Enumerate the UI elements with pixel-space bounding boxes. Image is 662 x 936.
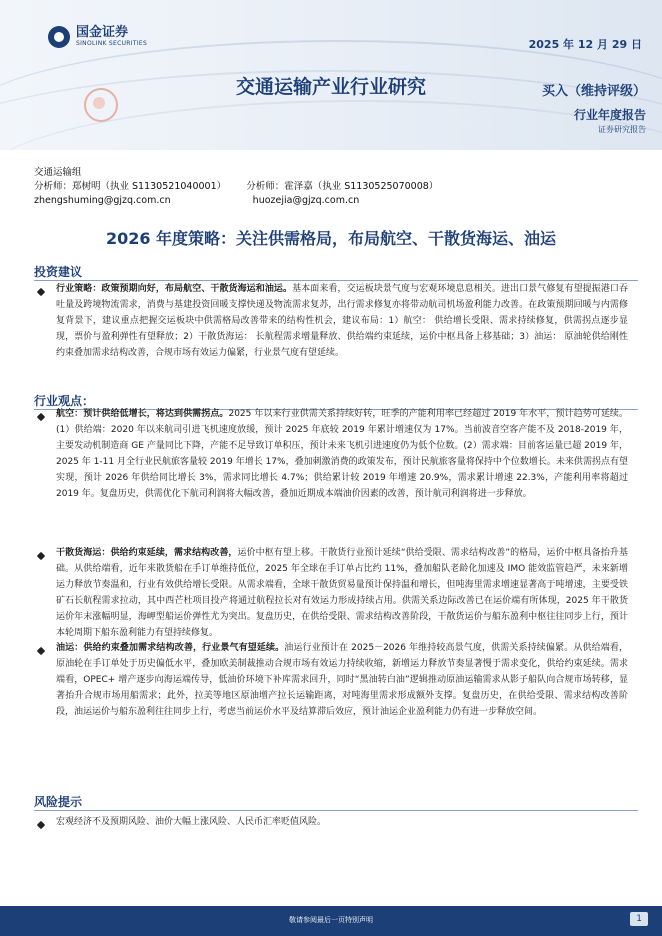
analyst-block (34, 166, 438, 208)
report-type: 行业年度报告 (573, 108, 646, 122)
paragraph-lead: 行业策略：政策预期向好，布局航空、干散货海运和油运。 (56, 284, 293, 294)
bullet-icon (37, 288, 45, 296)
paragraph-oil-shipping (56, 641, 628, 721)
paragraph-lead: 干散货海运：供给约束延续，需求结构改善， (56, 548, 238, 558)
logo-name-cn: 国金证券 (76, 25, 129, 40)
analyst-2-email[interactable]: huozejia@gjzq.com.cn (252, 195, 360, 206)
section-invest: 投资建议 (34, 265, 83, 279)
report-subtype: 证券研究报告 (598, 125, 646, 134)
bullet-icon (37, 552, 45, 560)
paragraph-strategy (56, 282, 628, 362)
report-date: 2025 年 12 月 29 日 (528, 38, 642, 51)
bullet-icon (37, 413, 45, 421)
bullet-icon (37, 821, 45, 829)
analyst-1: 分析师：郑树明（执业 S1130521040001） (34, 181, 227, 192)
section-risk: 风险提示 (34, 795, 83, 809)
analyst-2: 分析师：霍泽嘉（执业 S1130525070008） (246, 181, 439, 192)
page-number: 1 (630, 912, 648, 926)
report-title: 交通运输产业行业研究 (235, 76, 426, 98)
paragraph-body: 油运行业预计在 2025－2026 年维持较高景气度，供需关系持续偏紧。从供给端看，原油轮在手订单处于历史偏低水平，叠加欧美制裁推动合规市场有效运力持续收缩，新增运力释放节奏显著慢于需求变化，供给约束延续。需求端看，OPEC+ 增产逐步向海运端传导，低油价环境下补库需求回升，同时“黑油转白油”逻辑推动原油运输需求从影子船队向合规市场转移，显著抬升合规市场用船需求；此外，拉美等地区原油增产拉长运输距离，对吨海里需求形成额外支撑。复盘历史，在供给受限、需求结构改善阶段，油运运价与船东盈利往往同步上行，考虑当前运价水平及结算滞后效应，预计油运企业盈利能力仍有进一步释放空间。 (56, 643, 628, 717)
logo-name-en: SINOLINK SECURITIES (76, 40, 148, 47)
paragraph-dry-bulk (56, 546, 628, 641)
paragraph-risk: 宏观经济不及预期风险、油价大幅上涨风险、人民币汇率贬值风险。 (56, 817, 327, 827)
paragraph-body: 2025 年以来行业供需关系持续好转，旺季的产能利用率已经超过 2019 年水平，预计趋势可延续。(1）供给端：2020 年以来航司引进飞机速度放缓，预计 2025 年底较 2019 年累计增速仅为 17%。当前波音空客产能不及 2018-2019 年，主要发动机制造商 GE 产量同比下降，产能不足导致订单积压，预计未来飞机引进速度仍为低个位数。(2）需求端：目前客运量已超 2019 年，2025 年 1-11 月全行业民航旅客量较 2019 年增长 17%，叠加刺激消费的政策发布，预计民航旅客量将保持中个位数增长。未来供需拐点有望实现，预计 2026 年供给同比增长 3%，需求同比增长 4.7%；供给累计较 2019 年增速 20.9%，需求累计增速 22.3%，产能利用率将超过 2019 年。复盘历史，供需优化下航司利润将大幅改善，叠加近期成本端油价因素的改善，预计航司利润将进一步释放。 (56, 409, 628, 499)
rating-label: 买入（维持评级） (541, 84, 646, 99)
paragraph-body: 基本面来看，交运板块景气度与宏观环境息息相关。进出口景气修复有望提振港口吞吐量及跨境物流需求，消费与基建投资回暖支撑快递及物流需求复苏，出行需求修复亦将带动航司机场盈利能力改善。在政策预期回暖与内需修复背景下，建议重点把握交运板块中供需格局改善带来的结构性机会，建议布局：1）航空： 供给增长受限、需求持续修复，供需拐点逐步显现，票价与盈利弹性有望释放；2）干散货海运： 长航程需求增量释放、供给端约束延续，运价中枢具备上移基础；3）油运： 原油轮供给刚性约束叠加需求结构改善，合规市场有效运力偏紧，行业景气度有望延续。 (56, 284, 628, 358)
team-name: 交通运输组 (34, 167, 82, 178)
paragraph-lead: 航空：预计供给低增长，将达到供需拐点。 (56, 409, 229, 419)
section-divider (34, 280, 638, 281)
logo-icon (48, 26, 70, 48)
company-logo (48, 26, 147, 48)
section-divider (34, 810, 638, 811)
paragraph-body: 运价中枢有望上移。干散货行业预计延续“供给受限、需求结构改善”的格局，运价中枢具备抬升基础。从供给端看，近年来散货船在手订单维持低位，2025 年全球在手订单占比约 11%，叠加船队老龄化加速及 IMO 能效监管趋严，未来新增运力释放节奏温和，行业有效供给增长受限。从需求端看，全球干散货贸易量预计保持温和增长，但吨海里需求增速显著高于吨增速，主要受铁矿石长航程需求拉动，其中西芒杜项目投产将通过航程拉长对有效运力形成持续占用。供需关系边际改善已在运价端有所体现，2025 年干散货运价年末涨幅明显，海岬型船运价弹性尤为突出。复盘历史，在供给受限、需求结构改善阶段，干散货运价与船东盈利中枢往往同步上行，预计本轮周期下船东盈利能力有望持续修复。 (56, 548, 628, 638)
bullet-icon (37, 647, 45, 655)
section-industry: 行业观点： (34, 394, 95, 408)
analyst-1-email[interactable]: zhengshuming@gjzq.com.cn (34, 195, 171, 206)
disclaimer-link[interactable]: 敬请参阅最后一页特别声明 (289, 916, 373, 924)
paragraph-aviation (56, 407, 628, 502)
paragraph-lead: 油运：供给约束叠加需求结构改善，行业景气有望延续。 (56, 643, 285, 653)
report-headline: 2026 年度策略：关注供需格局，布局航空、干散货海运、油运 (105, 229, 557, 248)
